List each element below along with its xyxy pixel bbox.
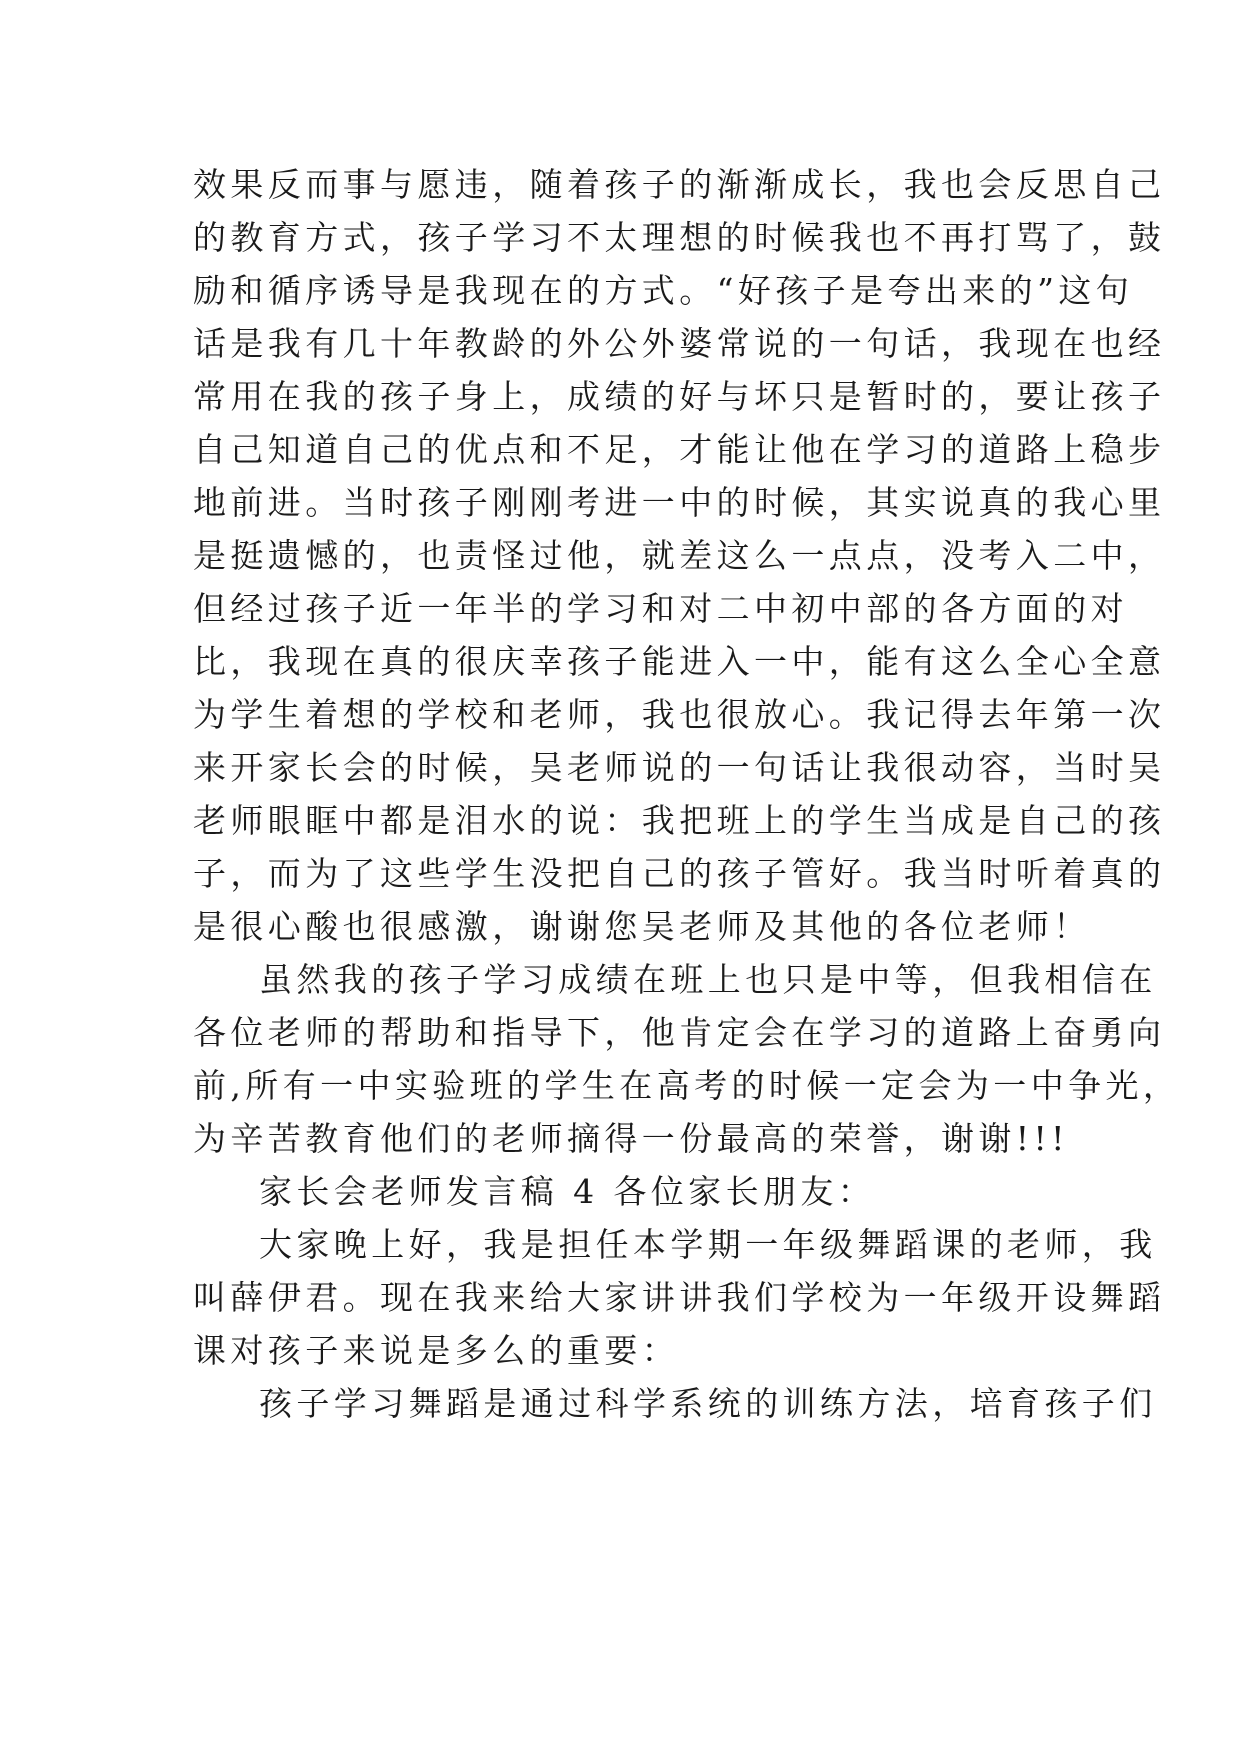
text-line: 比，我现在真的很庆幸孩子能进入一中，能有这么全心全意: [193, 642, 1166, 681]
text-line: 老师眼眶中都是泪水的说：我把班上的学生当成是自己的孩: [193, 801, 1166, 840]
text-line: 来开家长会的时候，吴老师说的一句话让我很动容，当时吴: [193, 748, 1166, 787]
text-line: 是很心酸也很感激，谢谢您吴老师及其他的各位老师！: [193, 907, 1091, 946]
text-line: 但经过孩子近一年半的学习和对二中初中部的各方面的对: [193, 589, 1128, 628]
text-line: 是挺遗憾的，也责怪过他，就差这么一点点，没考入二中，: [193, 536, 1166, 575]
text-line: 自己知道自己的优点和不足，才能让他在学习的道路上稳步: [193, 430, 1166, 469]
text-line: 各位老师的帮助和指导下，他肯定会在学习的道路上奋勇向: [193, 1013, 1166, 1052]
text-line: 话是我有几十年教龄的外公外婆常说的一句话，我现在也经: [193, 324, 1166, 363]
text-line: 地前进。当时孩子刚刚考进一中的时候，其实说真的我心里: [193, 483, 1166, 522]
text-line: 的教育方式，孩子学习不太理想的时候我也不再打骂了，鼓: [193, 218, 1166, 257]
text-line: 叫薛伊君。现在我来给大家讲讲我们学校为一年级开设舞蹈: [193, 1278, 1166, 1317]
text-line: 子，而为了这些学生没把自己的孩子管好。我当时听着真的: [193, 854, 1166, 893]
text-line: 常用在我的孩子身上，成绩的好与坏只是暂时的，要让孩子: [193, 377, 1166, 416]
body-text: [193, 158, 1181, 1430]
paragraph-first-line: 虽然我的孩子学习成绩在班上也只是中等，但我相信在: [259, 960, 1157, 999]
text-line: 为学生着想的学校和老师，我也很放心。我记得去年第一次: [193, 695, 1166, 734]
text-line: 前,所有一中实验班的学生在高考的时候一定会为一中争光，: [193, 1066, 1181, 1105]
text-line: 为辛苦教育他们的老师摘得一份最高的荣誉，谢谢!!!: [193, 1119, 1069, 1158]
text-line: 课对孩子来说是多么的重要：: [193, 1331, 680, 1370]
section-heading-line: 家长会老师发言稿 4 各位家长朋友：: [259, 1172, 876, 1211]
text-line: 励和循序诱导是我现在的方式。“好孩子是夸出来的”这句: [193, 271, 1134, 310]
text-line: 效果反而事与愿违，随着孩子的渐渐成长，我也会反思自己: [193, 165, 1166, 204]
paragraph-first-line: 大家晚上好，我是担任本学期一年级舞蹈课的老师，我: [259, 1225, 1157, 1264]
paragraph-first-line: 孩子学习舞蹈是通过科学系统的训练方法，培育孩子们: [259, 1384, 1157, 1423]
